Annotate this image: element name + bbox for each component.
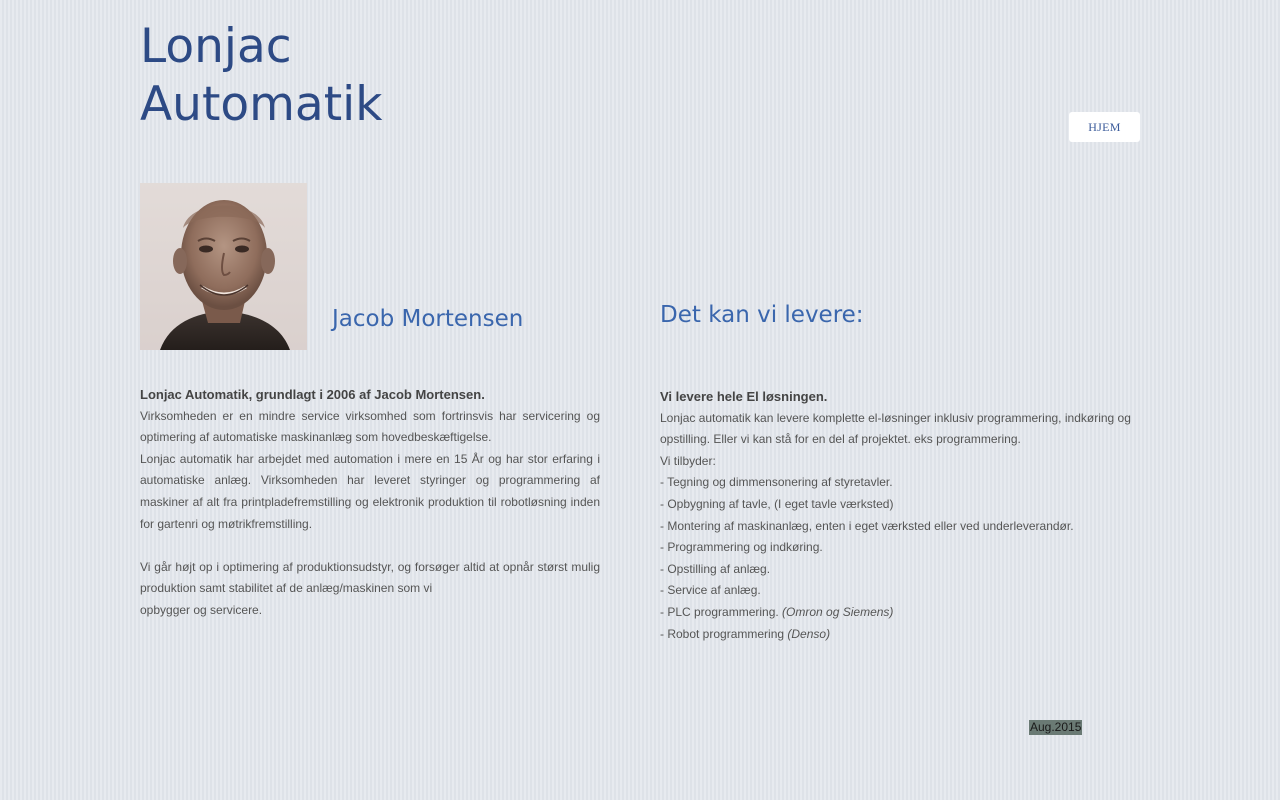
service-item: - Tegning og dimmensonering af styretavler.: [660, 475, 893, 490]
site-title-line1: Lonjac: [140, 19, 292, 74]
services-intro: Lonjac automatik kan levere komplette el-løsninger inklusiv programmering, indkøring og opstilling. Eller vi kan stå for en del af projektet. eks programmering.: [660, 410, 1131, 447]
service-item: - Programmering og indkøring.: [660, 540, 823, 555]
about-paragraph-1: Virksomheden er en mindre service virksomhed som fortrinsvis har servicering og optimering af automatiske maskinanlæg som hovedbeskæftigelse.: [140, 408, 600, 445]
service-item: - Service af anlæg.: [660, 583, 761, 598]
footer-date: Aug.2015: [1030, 720, 1082, 734]
about-section: [140, 384, 600, 622]
about-paragraph-4: opbygger og servicere.: [140, 602, 263, 617]
plc-brands: (Omron og Siemens): [782, 604, 894, 619]
about-lead: Lonjac Automatik, grundlagt i 2006 af Jacob Mortensen.: [140, 387, 485, 402]
nav-home-button[interactable]: HJEM: [1069, 112, 1140, 142]
service-item-robot: [660, 624, 1140, 646]
spacer: [140, 535, 600, 557]
services-section: [660, 386, 1140, 645]
portrait-photo: [140, 183, 307, 350]
about-paragraph-2: Lonjac automatik har arbejdet med automation i mere en 15 År og har stor erfaring i automatiske anlæg. Virksomheden har leveret styringer og programmering af maskiner af alt fra printpladefremstilling og elektronik produktion til robotløsning inden for gartenri og møtrikfremstilling.: [140, 451, 600, 531]
service-item: - Opbygning af tavle, (I eget tavle værksted): [660, 496, 894, 511]
site-title[interactable]: [140, 18, 382, 134]
service-item: - Montering af maskinanlæg, enten i eget værksted eller ved underleverandør.: [660, 518, 1074, 533]
profile-name: Jacob Mortensen: [332, 306, 524, 332]
robot-brands: (Denso): [787, 626, 831, 641]
robot-text: - Robot programmering: [660, 626, 788, 641]
service-item-plc: [660, 602, 1140, 624]
services-lead: Vi levere hele El løsningen.: [660, 389, 828, 404]
site-title-line2: Automatik: [140, 77, 383, 132]
services-offer-label: Vi tilbyder:: [660, 453, 716, 468]
service-item: - Opstilling af anlæg.: [660, 561, 771, 576]
services-heading: Det kan vi levere:: [660, 302, 864, 328]
plc-text: - PLC programmering.: [660, 604, 783, 619]
about-paragraph-3: Vi går højt op i optimering af produktionsudstyr, og forsøger altid at opnår størst mulig produktion samt stabilitet af de anlæg/maskinen som vi: [140, 559, 600, 596]
